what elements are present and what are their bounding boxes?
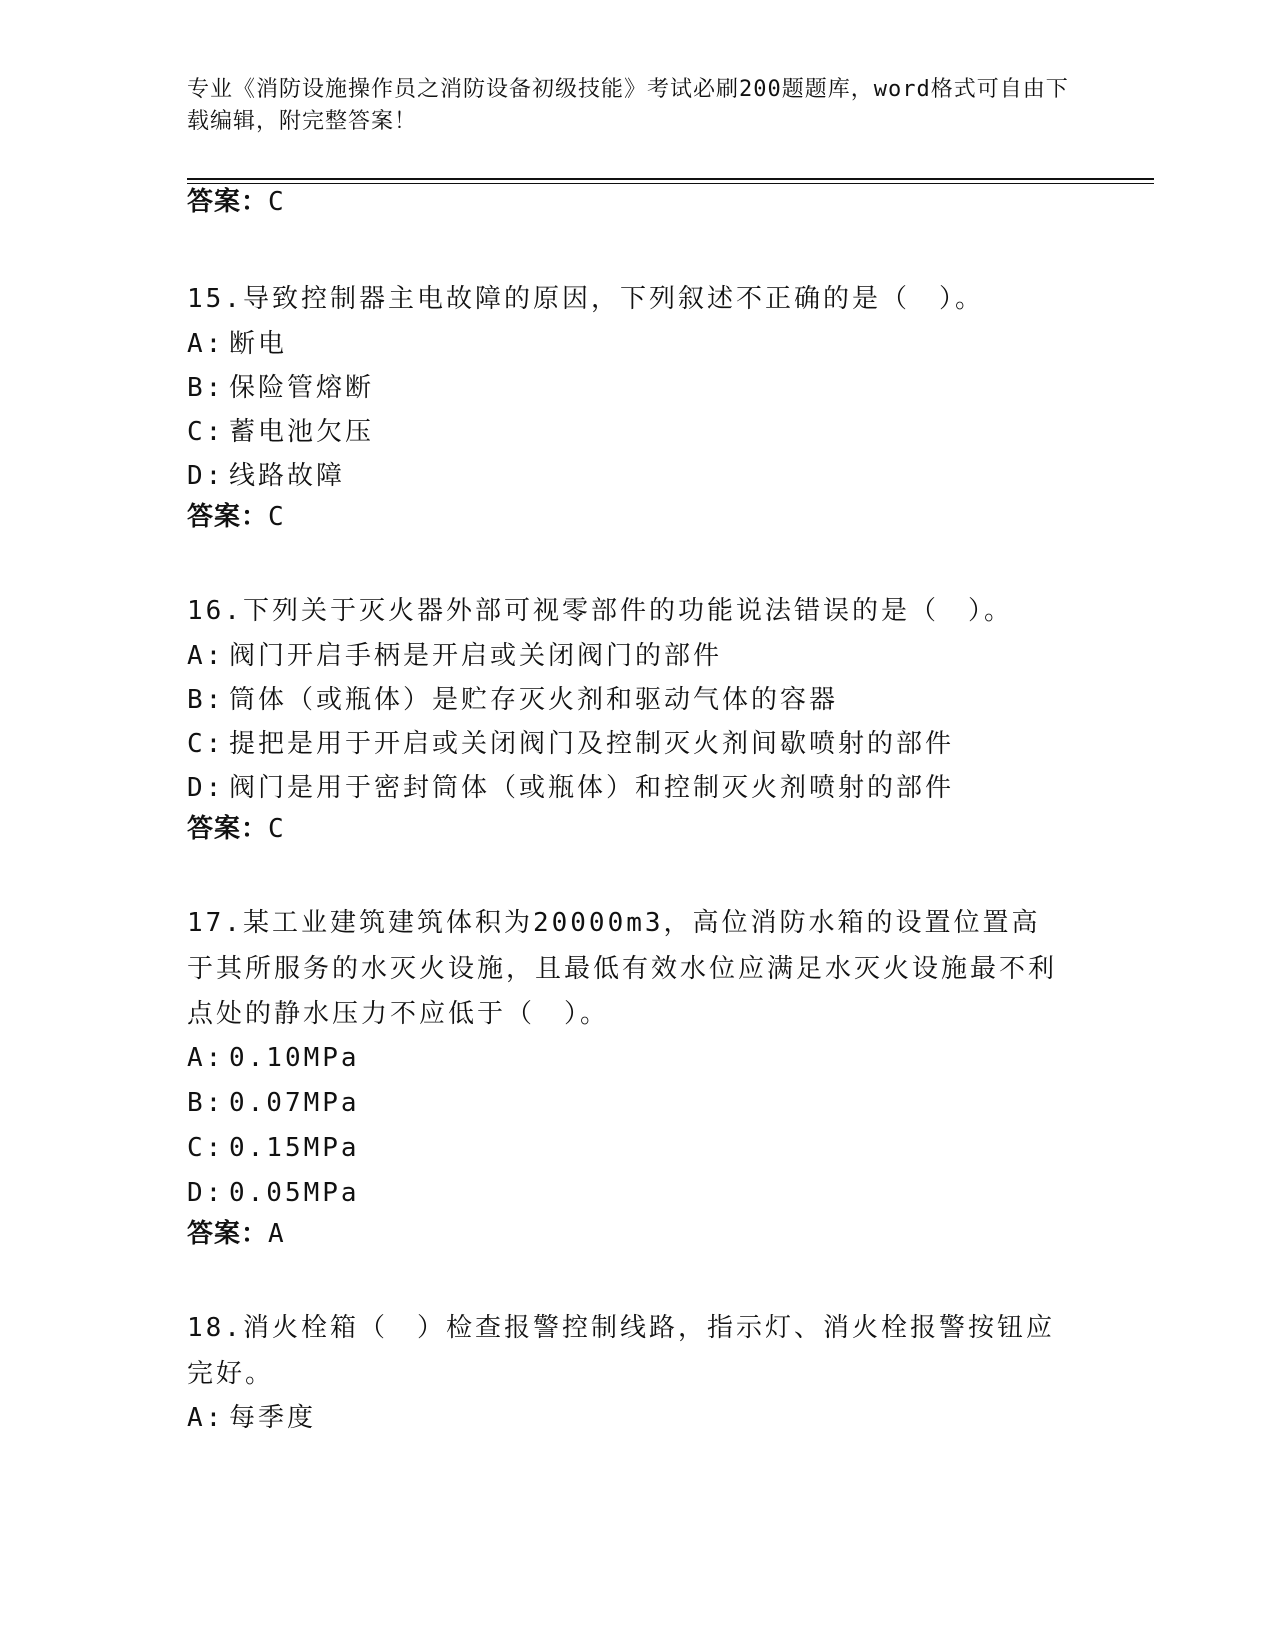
question-16-option-b bbox=[187, 683, 838, 717]
option-key: B: bbox=[187, 373, 225, 403]
question-15-stem: 15.导致控制器主电故障的原因，下列叙述不正确的是（ ）。 bbox=[187, 284, 984, 314]
option-key: D: bbox=[187, 461, 225, 491]
header-rule bbox=[187, 178, 1154, 180]
option-text: 0.10MPa bbox=[229, 1043, 360, 1073]
answer-value: C bbox=[268, 502, 285, 532]
question-17-option-c bbox=[187, 1131, 360, 1165]
answer-label: 答案： bbox=[187, 814, 269, 844]
answer-15 bbox=[187, 500, 285, 534]
answer-label: 答案： bbox=[187, 187, 269, 217]
question-18-option-a bbox=[187, 1401, 316, 1435]
option-text: 阀门开启手柄是开启或关闭阀门的部件 bbox=[229, 641, 723, 671]
question-17-stem: 17.某工业建筑建筑体积为20000m3，高位消防水箱的设置位置高于其所服务的水灭火设施，且最低有效水位应满足水灭火设施最不利点处的静水压力不应低于（ ）。 bbox=[187, 908, 1058, 1029]
answer-label: 答案： bbox=[187, 502, 269, 532]
header-rule-thin bbox=[187, 183, 1154, 184]
answer-value: A bbox=[268, 1219, 285, 1249]
question-18-stem: 18.消火栓箱（ ）检查报警控制线路，指示灯、消火栓报警按钮应完好。 bbox=[187, 1313, 1055, 1389]
answer-label: 答案： bbox=[187, 1219, 269, 1249]
option-key: D: bbox=[187, 773, 225, 803]
option-key: D: bbox=[187, 1178, 225, 1208]
answer-16 bbox=[187, 812, 285, 846]
option-key: C: bbox=[187, 1133, 225, 1163]
option-text: 阀门是用于密封筒体（或瓶体）和控制灭火剂喷射的部件 bbox=[229, 773, 955, 803]
option-key: A: bbox=[187, 1043, 225, 1073]
question-15-option-b bbox=[187, 371, 374, 405]
option-text: 筒体（或瓶体）是贮存灭火剂和驱动气体的容器 bbox=[229, 685, 839, 715]
page-header: 专业《消防设施操作员之消防设备初级技能》考试必刷200题题库，word格式可自由下载编辑，附完整答案！ bbox=[187, 77, 1069, 134]
option-key: A: bbox=[187, 329, 225, 359]
question-15-option-c bbox=[187, 415, 374, 449]
answer-value: C bbox=[268, 814, 285, 844]
answer-value: C bbox=[268, 187, 285, 217]
option-text: 每季度 bbox=[229, 1403, 317, 1433]
question-16-option-a bbox=[187, 639, 722, 673]
option-key: B: bbox=[187, 1088, 225, 1118]
question-17-option-a bbox=[187, 1041, 360, 1075]
answer-14 bbox=[187, 185, 285, 219]
question-15-option-d bbox=[187, 459, 345, 493]
option-text: 线路故障 bbox=[229, 461, 346, 491]
option-text: 提把是用于开启或关闭阀门及控制灭火剂间歇喷射的部件 bbox=[229, 729, 955, 759]
question-15-option-a bbox=[187, 327, 287, 361]
option-text: 0.15MPa bbox=[229, 1133, 360, 1163]
option-text: 保险管熔断 bbox=[229, 373, 375, 403]
option-key: A: bbox=[187, 1403, 225, 1433]
answer-17 bbox=[187, 1217, 285, 1251]
option-text: 0.07MPa bbox=[229, 1088, 360, 1118]
question-17-option-d bbox=[187, 1176, 360, 1210]
option-key: B: bbox=[187, 685, 225, 715]
question-16-option-d bbox=[187, 771, 954, 805]
question-16-option-c bbox=[187, 727, 954, 761]
option-text: 蓄电池欠压 bbox=[229, 417, 375, 447]
option-text: 断电 bbox=[229, 329, 288, 359]
question-16-stem: 16.下列关于灭火器外部可视零部件的功能说法错误的是（ ）。 bbox=[187, 596, 1013, 626]
option-key: A: bbox=[187, 641, 225, 671]
question-17-option-b bbox=[187, 1086, 360, 1120]
option-key: C: bbox=[187, 729, 225, 759]
option-key: C: bbox=[187, 417, 225, 447]
option-text: 0.05MPa bbox=[229, 1178, 360, 1208]
